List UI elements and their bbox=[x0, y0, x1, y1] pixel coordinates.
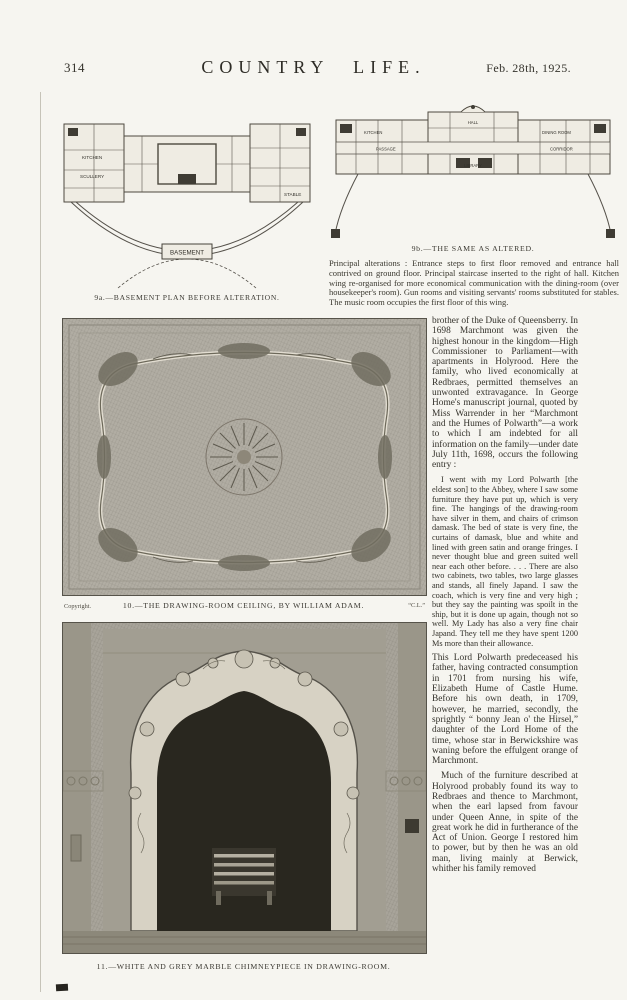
floor-plan-basement bbox=[58, 104, 316, 290]
ink-mark bbox=[56, 984, 68, 992]
chimneypiece-engraving bbox=[63, 623, 426, 953]
page-number: 314 bbox=[64, 60, 85, 75]
caption-row-figure-10 bbox=[62, 601, 425, 613]
room-label-stable: STABLE bbox=[284, 192, 302, 197]
page-fold-line bbox=[40, 92, 41, 992]
photo-drawing-room-ceiling bbox=[62, 318, 427, 596]
article-paragraph: Much of the furniture described at Holyrood probably found its way to Redbraes and thence to Marchmont, when the earl lapsed from favour under Queen Anne, in spite of the great work he did in furtherance of the Act of Union. George I restored him to power, but by then he was an old man, living mainly at Berwick, whither his family removed bbox=[432, 771, 578, 875]
room-label-dining: DINING ROOM bbox=[542, 130, 571, 135]
ceiling-engraving bbox=[63, 319, 426, 595]
room-label-kitchen: KITCHEN bbox=[82, 155, 103, 160]
photo-marble-chimneypiece bbox=[62, 622, 427, 954]
room-label-basement: BASEMENT bbox=[169, 249, 205, 257]
room-label-kitchen-altered: KITCHEN bbox=[364, 130, 383, 135]
plan-alterations-note: Principal alterations : Entrance steps to first floor removed and entrance hall contrived on ground floor. Principal staircase inserted to the right of hall. Kitchen wing re-organised for more economical communication with the dining-room (over housekeeper's room). Gun rooms and visiting servants' rooms substituted for stables. The music room occupies the first floor of this wing. bbox=[329, 258, 619, 308]
caption-figure-10: 10.—THE DRAWING-ROOM CEILING, BY WILLIAM ADAM. bbox=[122, 601, 365, 610]
article-column bbox=[432, 316, 578, 874]
article-paragraph: This Lord Polwarth predeceased his father, having contracted consumption in 1701 from nursing his wife, Elizabeth Hume of Castle Hume. Before his own death, in 1709, however, he married, secondly, the sprightly “ bonny Jean o' the Hirsel,” daughter of the Lord Home of the time, whose star in Berwickshire was waning before the effulgent orange of Marchmont. bbox=[432, 653, 578, 767]
basement-plan-drawing bbox=[58, 104, 316, 290]
masthead-title: COUNTRY LIFE. bbox=[201, 57, 426, 77]
article-paragraph: brother of the Duke of Queensberry. In 1698 Marchmont was given the highest honour in the kingdom—High Commissioner to Parliament—with apartments in Holyrood. Here the family, who lived economically at Redbraes, permitted themselves an unwonted extravagance. In George Home's manuscript journal, quoted by Miss Warrender in her “Marchmont and the Humes of Polwarth”—a work to which I am indebted for all information on the family—under date July 11th, 1698, occurs the following entry : bbox=[432, 316, 578, 471]
issue-date: Feb. 28th, 1925. bbox=[486, 61, 571, 75]
journal-quote: I went with my Lord Polwarth [the eldest son] to the Abbey, where I saw some furniture they have put up, which is very fine. The hangings of the drawing-room have silver in them, and chairs of crimson damask. The bed of state is very fine, the curtains of damask, blue and white and lined with green satin and orange fringes. I never thought blue and green suited well near each other before. . . . There are also two cabinets, two tables, two large glasses and stands, all finely Japand. I saw the coach, which is very fine and very high ; but they say the painting was spoilt in the ship, but it is done up again, though not so well. My Lady has also a very fine chair Japand. They tell me they have spent 1200 Ms more than their allowance. bbox=[432, 475, 578, 648]
corridor-label-corridor: CORRIDOR bbox=[550, 146, 573, 152]
room-label-hall: HALL bbox=[467, 120, 479, 125]
floor-plan-altered bbox=[328, 102, 618, 242]
altered-plan-drawing bbox=[328, 102, 618, 242]
room-label-scullery: SCULLERY bbox=[80, 174, 105, 179]
caption-figure-9b: 9b.—THE SAME AS ALTERED. bbox=[411, 244, 535, 253]
caption-figure-9a: 9a.—BASEMENT PLAN BEFORE ALTERATION. bbox=[94, 293, 280, 302]
caption-figure-11: 11.—WHITE AND GREY MARBLE CHIMNEYPIECE IN DRAWING-ROOM. bbox=[96, 962, 391, 971]
room-label-library: LIBRARY bbox=[464, 163, 482, 168]
corridor-label-passage: PASSAGE bbox=[376, 146, 396, 152]
photo-credit: “C.L.” bbox=[408, 602, 425, 609]
copyright-note: Copyright. bbox=[64, 603, 92, 610]
